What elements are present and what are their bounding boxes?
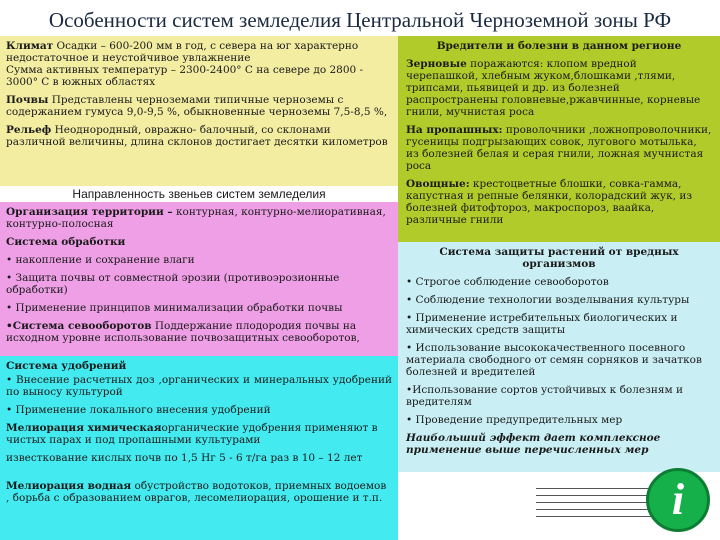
- crop-rotation-text: Поддержание плодородия почвы на исходном уровне использование почвозащитных севооборотов,: [6, 320, 360, 344]
- fertilizer-item: • Внесение расчетных доз ,органических и минеральных удобрений по выносу культурой: [6, 374, 392, 398]
- grain-paragraph: [406, 58, 712, 118]
- protection-conclusion: Наибольший эффект дает комплексное применение выше перечисленных мер: [406, 432, 661, 456]
- soils-paragraph: [6, 94, 392, 118]
- crop-rotation-label: •Система севооборотов: [6, 320, 152, 332]
- soils-label: Почвы: [6, 94, 49, 106]
- directions-header: Направленность звеньев систем земледелия: [0, 186, 398, 202]
- vegetables-label: Овощные:: [406, 178, 470, 190]
- chemical-melioration-label: Мелиорация химическая: [6, 422, 162, 434]
- tilled-text: проволочники ,ложнопроволочники, гусеницы подгрызающих совок, лугового мотылька, из болезней белая и серая гнили, ложная мучнистая роса: [406, 124, 712, 172]
- fertilizer-item: • Применение локального внесения удобрений: [6, 404, 271, 416]
- fertilizer-title: Система удобрений: [6, 360, 127, 372]
- climate-panel: [0, 36, 398, 186]
- protection-item: • Строгое соблюдение севооборотов: [406, 276, 609, 288]
- climate-label: Климат: [6, 40, 54, 52]
- protection-panel: [398, 242, 720, 472]
- territory-text: контурная, контурно-мелиоративная, контурно-полосная: [6, 206, 386, 230]
- vegetables-paragraph: [406, 178, 712, 226]
- grain-label: Зерновые: [406, 58, 467, 70]
- tillage-title: Система обработки: [6, 236, 126, 248]
- climate-text: Осадки – 600-200 мм в год, с севера на юг характерно недостаточное и неустойчивое увлажнение: [6, 40, 359, 64]
- protection-item: • Проведение предупредительных мер: [406, 414, 623, 426]
- soils-text: Представлены черноземами типичные черноземы с содержанием гумуса 9,0-9,5 %, обыкновенные черноземы 7,5-8,5 %,: [6, 94, 388, 118]
- chemical-melioration-text: органические удобрения применяют в чистых парах и под пропашными культурами: [6, 422, 378, 446]
- water-melioration-label: Мелиорация водная: [6, 480, 132, 492]
- tillage-item: • накопление и сохранение влаги: [6, 254, 195, 266]
- tillage-item: • Защита почвы от совместной эрозии (противоэрозионные обработки): [6, 272, 340, 296]
- info-icon[interactable]: i: [646, 468, 710, 532]
- protection-item: • Соблюдение технологии возделывания культуры: [406, 294, 690, 306]
- climate-paragraph: [6, 40, 392, 88]
- vegetables-text: крестоцветные блошки, совка-гамма, капустная и репные белянки, колорадский жук, из болезней фитофтороз, макроспороз, ваайка, различные гнили: [406, 178, 693, 226]
- tillage-item: • Применение принципов минимализации обработки почвы: [6, 302, 343, 314]
- relief-label: Рельеф: [6, 124, 52, 136]
- relief-text: Неоднородный, овражно- балочный, со склонами различной величины, длина склонов достигает десятки километров: [6, 124, 388, 148]
- protection-item: • Применение истребительных биологических и химических средств защиты: [406, 312, 678, 336]
- grain-text: поражаются: клопом вредной черепашкой, хлебным жуком,блошками ,тлями, трипсами, пьявицей и др. из болезней распространены головневые,ржавчинные, корневые гнили, мучнистая роса: [406, 58, 701, 118]
- fertilizer-panel: [0, 356, 398, 540]
- crop-rotation-paragraph: [6, 320, 392, 344]
- protection-item: • Использование высококачественного посевного материала свободного от семян сорняков и зачатков болезней и вредителей: [406, 342, 702, 378]
- tilled-label: На пропашных:: [406, 124, 503, 136]
- liming-text: известкование кислых почв по 1,5 Нг 5 - 6 т/га раз в 10 – 12 лет: [6, 452, 363, 464]
- territory-paragraph: [6, 206, 392, 230]
- temperature-text: Сумма активных температур – 2300-2400° С на севере до 2800 - 3000° С в южных областях: [6, 64, 364, 88]
- tilled-paragraph: [406, 124, 712, 172]
- territory-label: Организация территории –: [6, 206, 173, 218]
- relief-paragraph: [6, 124, 392, 148]
- protection-title: Система защиты растений от вредных организмов: [439, 246, 679, 270]
- chemical-melioration: [6, 422, 392, 446]
- pests-title: Вредители и болезни в данном регионе: [436, 40, 682, 52]
- page-title: Особенности систем земледелия Центральной Черноземной зоны РФ: [0, 0, 720, 36]
- water-melioration: [6, 480, 392, 504]
- protection-item: •Использование сортов устойчивых к болезням и вредителям: [406, 384, 683, 408]
- water-melioration-text: обустройство водотоков, приемных водоемов , борьба с образованием оврагов, лесомелиорация, орошение и т.п.: [6, 480, 387, 504]
- pests-panel: [398, 36, 720, 242]
- organization-panel: [0, 202, 398, 356]
